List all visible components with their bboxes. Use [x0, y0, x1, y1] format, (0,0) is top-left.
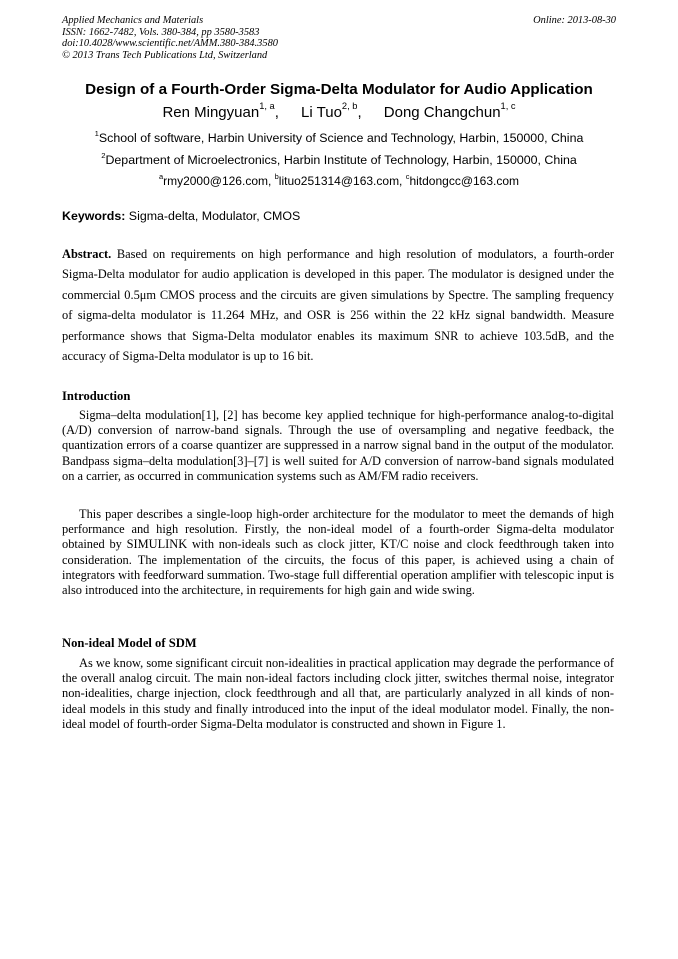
- journal-name: Applied Mechanics and Materials: [62, 15, 204, 26]
- journal-header: [62, 15, 278, 61]
- copyright-line: © 2013 Trans Tech Publications Ltd, Switzerland: [62, 49, 268, 61]
- online-date: Online: 2013-08-30: [533, 15, 616, 26]
- affiliation: $^2$Department of Microelectronics, Harbin Institute of Technology, Harbin, 150000, China: [101, 150, 577, 167]
- section-heading: Non-ideal Model of SDM: [62, 636, 197, 650]
- author: Dong Changchun$^{1, c}$: [383, 101, 516, 121]
- author-list: [0, 101, 678, 121]
- author: Ren Mingyuan$^{1, a}$,: [162, 101, 279, 121]
- body-paragraph: As we know, some significant circuit non-idealities in practical application may degrade the performance of the overall analog circuit. The main non-ideal factors including clock jitter, switches thermal noise, integrator non-idealities, charge injection, clock feedthrough and all that, are particularly analyzed in all kinds of non-ideal models in this study and finally introduced into the input of the ideal modulator model. Finally, the non-ideal model of fourth-order Sigma-Delta modulator is constructed and shown in Figure 1.: [62, 656, 614, 731]
- email-link[interactable]: lituo251314@163.com,: [278, 174, 406, 188]
- body-paragraph: Sigma–delta modulation[1], [2] has become key applied technique for high-performance analog-to-digital (A/D) conversion of narrow-band signals. Through the use of oversampling and negative feedback, the quantization errors of a coarse quantizer are suppressed in a narrow signal band in the output of the modulator. Bandpass sigma–delta modulation[3]–[7] is well suited for A/D conversion of narrow-band signals modulated on a carrier, as occurred in communication systems such as AM/FM radio receivers.: [62, 408, 614, 483]
- abstract-text: Based on requirements on high performance and high resolution of modulators, a fourth-order Sigma-Delta modulator for audio application is developed in this paper. The modulator is designed under the commercial 0.5μm CMOS process and the circuits are given simulations by Spectre. The sampling frequency of sigma-delta modulator is 11.264 MHz, and OSR is 256 within the 22 kHz signal bandwidth. Measure performance shows that Sigma-Delta modulator enables its maximum SNR to achieve 103.5dB, and the accuracy of Sigma-Delta modulator is up to 16 bit.: [62, 247, 614, 364]
- body-paragraph: This paper describes a single-loop high-order architecture for the modulator to meet the demands of high performance and high resolution. Firstly, the non-ideal model of a fourth-order Sigma-delta modulator obtained by SIMULINK with non-ideals such as clock jitter, KT/C noise and clock feedthrough taken into consideration. The implementation of the circuits, the focus of this paper, is achieved using a chain of integrators with feedforward summation. Two-stage full differential operation amplifier with telescopic input is also introduced into the architecture, in requirements for high gain and wide swing.: [62, 507, 614, 598]
- doi-line: doi:10.4028/www.scientific.net/AMM.380-384.3580: [62, 38, 278, 50]
- keywords: [62, 209, 300, 223]
- email-link[interactable]: rmy2000@126.com,: [163, 174, 275, 188]
- email-link[interactable]: hitdongcc@163.com: [409, 174, 520, 188]
- keywords-text: Sigma-delta, Modulator, CMOS: [125, 209, 301, 223]
- paper-title: Design of a Fourth-Order Sigma-Delta Modulator for Audio Application: [85, 81, 593, 98]
- issn-line: ISSN: 1662-7482, Vols. 380-384, pp 3580-3583: [62, 26, 260, 38]
- abstract: [62, 244, 614, 366]
- keywords-label: Keywords:: [62, 209, 126, 223]
- affiliation: $^1$School of software, Harbin University of Science and Technology, Harbin, 150000, China: [94, 128, 584, 145]
- author-emails: $^a$rmy2000@126.com, $^b$lituo251314@163.com, $^c$hitdongcc@163.com: [158, 171, 520, 188]
- section-heading: Introduction: [62, 389, 131, 403]
- abstract-label: Abstract.: [62, 247, 112, 261]
- author: Li Tuo$^{2, b}$,: [301, 101, 362, 121]
